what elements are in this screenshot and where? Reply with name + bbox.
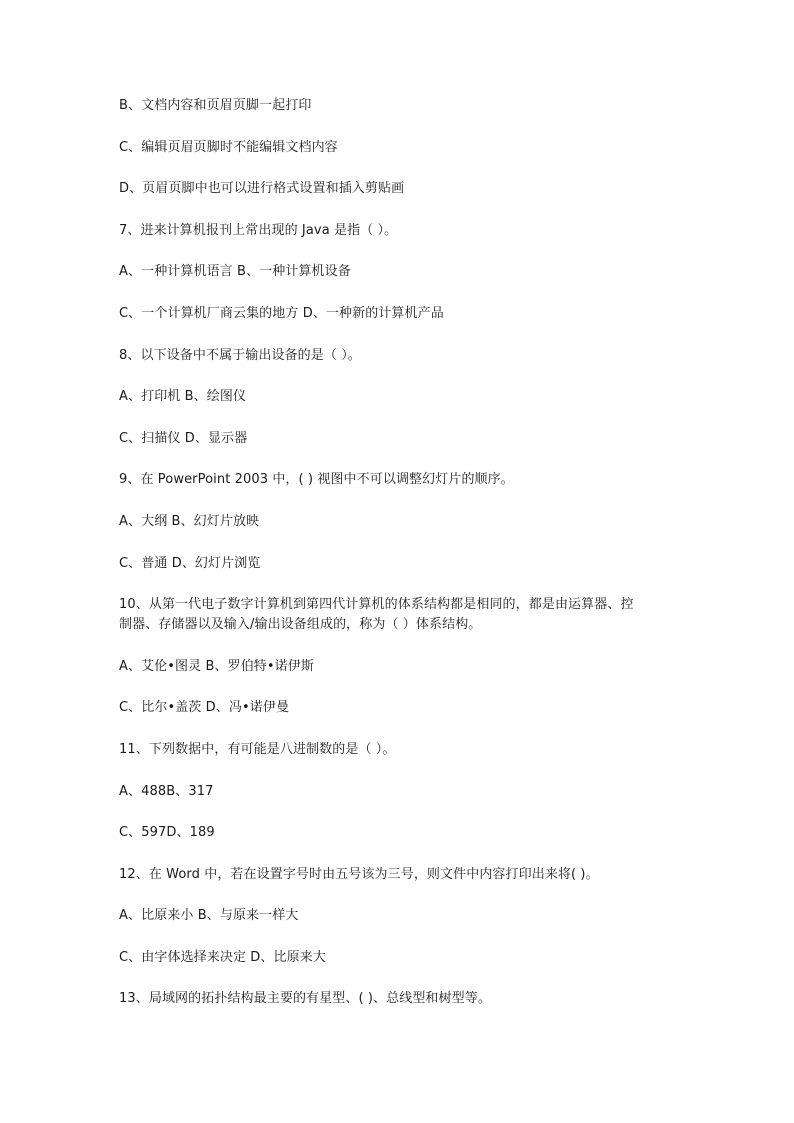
question-10 [119, 595, 679, 635]
option-line-d-format-clipart: D、页眉页脚中也可以进行格式设置和插入剪贴画 [119, 181, 405, 197]
question-9: 9、在 PowerPoint 2003 中，( ) 视图中不可以调整幻灯片的顺序。 [119, 472, 514, 488]
option-line-c-cannot-edit: C、编辑页眉页脚时不能编辑文档内容 [119, 139, 338, 155]
question-7: 7、进来计算机报刊上常出现的 Java 是指（ ）。 [119, 222, 398, 238]
document-body [119, 96, 679, 1031]
question-13: 13、局域网的拓扑结构最主要的有星型、( )、总线型和树型等。 [119, 991, 491, 1007]
question-9-options-cd: C、普通 D、幻灯片浏览 [119, 555, 261, 571]
question-12-options-ab: A、比原来小 B、与原来一样大 [119, 908, 299, 924]
question-11-options-ab: A、488B、317 [119, 783, 214, 799]
question-7-options-cd: C、一个计算机厂商云集的地方 D、一种新的计算机产品 [119, 305, 444, 321]
question-12-options-cd: C、由字体选择来决定 D、比原来大 [119, 949, 326, 965]
question-12: 12、在 Word 中，若在设置字号时由五号该为三号，则文件中内容打印出来将( )。 [119, 866, 599, 882]
question-8-options-ab: A、打印机 B、绘图仪 [119, 389, 247, 405]
question-10-line-1: 10、从第一代电子数字计算机到第四代计算机的体系结构都是相同的，都是由运算器、控 [119, 597, 634, 613]
question-9-options-ab: A、大纲 B、幻灯片放映 [119, 513, 260, 529]
question-11-options-cd: C、597D、189 [119, 825, 215, 841]
question-7-options-ab: A、一种计算机语言 B、一种计算机设备 [119, 264, 351, 280]
question-10-line-2: 制器、存储器以及输入/输出设备组成的，称为（ ）体系结构。 [119, 617, 482, 633]
question-8-options-cd: C、扫描仪 D、显示器 [119, 430, 248, 446]
option-line-b-print-together: B、文档内容和页眉页脚一起打印 [119, 98, 312, 113]
question-11: 11、下列数据中，有可能是八进制数的是（ ）。 [119, 741, 396, 757]
question-10-options-cd: C、比尔•盖茨 D、冯•诺伊曼 [119, 700, 290, 716]
question-10-options-ab: A、艾伦•图灵 B、罗伯特•诺伊斯 [119, 658, 314, 674]
question-8: 8、以下设备中不属于输出设备的是（ ）。 [119, 347, 361, 363]
